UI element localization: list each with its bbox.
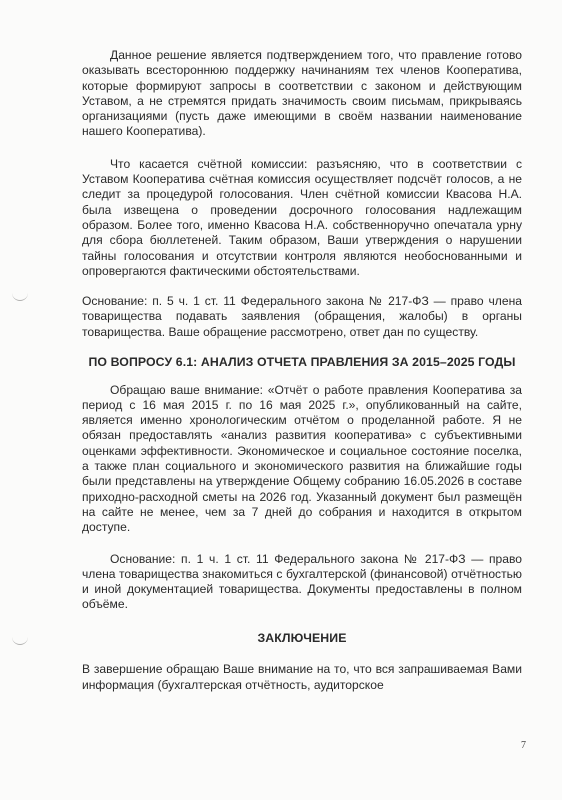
conclusion-heading: ЗАКЛЮЧЕНИЕ xyxy=(257,630,347,645)
paragraph-board-report-analysis: Обращаю ваше внимание: «Отчёт о работе правления Кооператива за период с 16 мая 2015 г. по 16 мая 2025 г.», опубликованный на сайте, является именно хронологическим отчётом о проделанной работе. Я не обязан предоставлять «анализ развития кооператива» с субъективными оценками эффективности. Экономическое и социальное состояние поселка, а также план социального и экономического развития на ближайшие годы были представлены на утверждение Общему собранию 16.05.2026 в составе приходно-расходной сметы на 2026 год. Указанный документ был размещён на сайте не менее, чем за 7 дней до собрания и находится в открытом доступе. xyxy=(82,382,522,535)
paragraph-conclusion: В завершение обращаю Ваше внимание на то, что вся запрашиваемая Вами информация (бухгалтерская отчётность, аудиторское xyxy=(82,662,522,692)
section-heading-6-1: ПО ВОПРОСУ 6.1: АНАЛИЗ ОТЧЕТА ПРАВЛЕНИЯ ЗА 2015–2025 ГОДЫ xyxy=(88,355,516,370)
binding-hole-mark xyxy=(12,290,28,301)
paragraph-legal-basis-documents: Основание: п. 1 ч. 1 ст. 11 Федерального закона № 217-ФЗ — право члена товарищества знакомиться с бухгалтерской (финансовой) отчётностью и иной документацией товарищества. Документы предоставлены в полном объёме. xyxy=(82,551,522,612)
page-number: 7 xyxy=(521,740,526,751)
document-body xyxy=(82,48,522,693)
paragraph-board-support: Данное решение является подтверждением того, что правление готово оказывать всестороннюю поддержку начинаниям тех членов Кооператива, которые формируют запросы в соответствии с законом и действующим Уставом, а не стремятся придать значимость своим письмам, прикрываясь организациями (пусть даже имеющими в своём названии наименование нашего Кооператива). xyxy=(82,48,522,139)
paragraph-counting-commission: Что касается счётной комиссии: разъясняю, что в соответствии с Уставом Кооператива счётная комиссия осуществляет подсчёт голосов, а не следит за процедурой голосования. Член счётной комиссии Квасова Н.А. была извещена о проведении досрочного голосования надлежащим образом. Более того, именно Квасова Н.А. собственноручно опечатала урну для сбора бюллетеней. Таким образом, Ваши утверждения о нарушении тайны голосования и отсутствии контроля являются необоснованными и опровергаются фактическими обстоятельствами. xyxy=(82,156,522,278)
paragraph-legal-basis-complaints: Основание: п. 5 ч. 1 ст. 11 Федерального закона № 217-ФЗ — право члена товарищества подавать заявления (обращения, жалобы) в органы товарищества. Ваше обращение рассмотрено, ответ дан по существу. xyxy=(82,294,522,339)
binding-hole-mark xyxy=(12,634,28,645)
